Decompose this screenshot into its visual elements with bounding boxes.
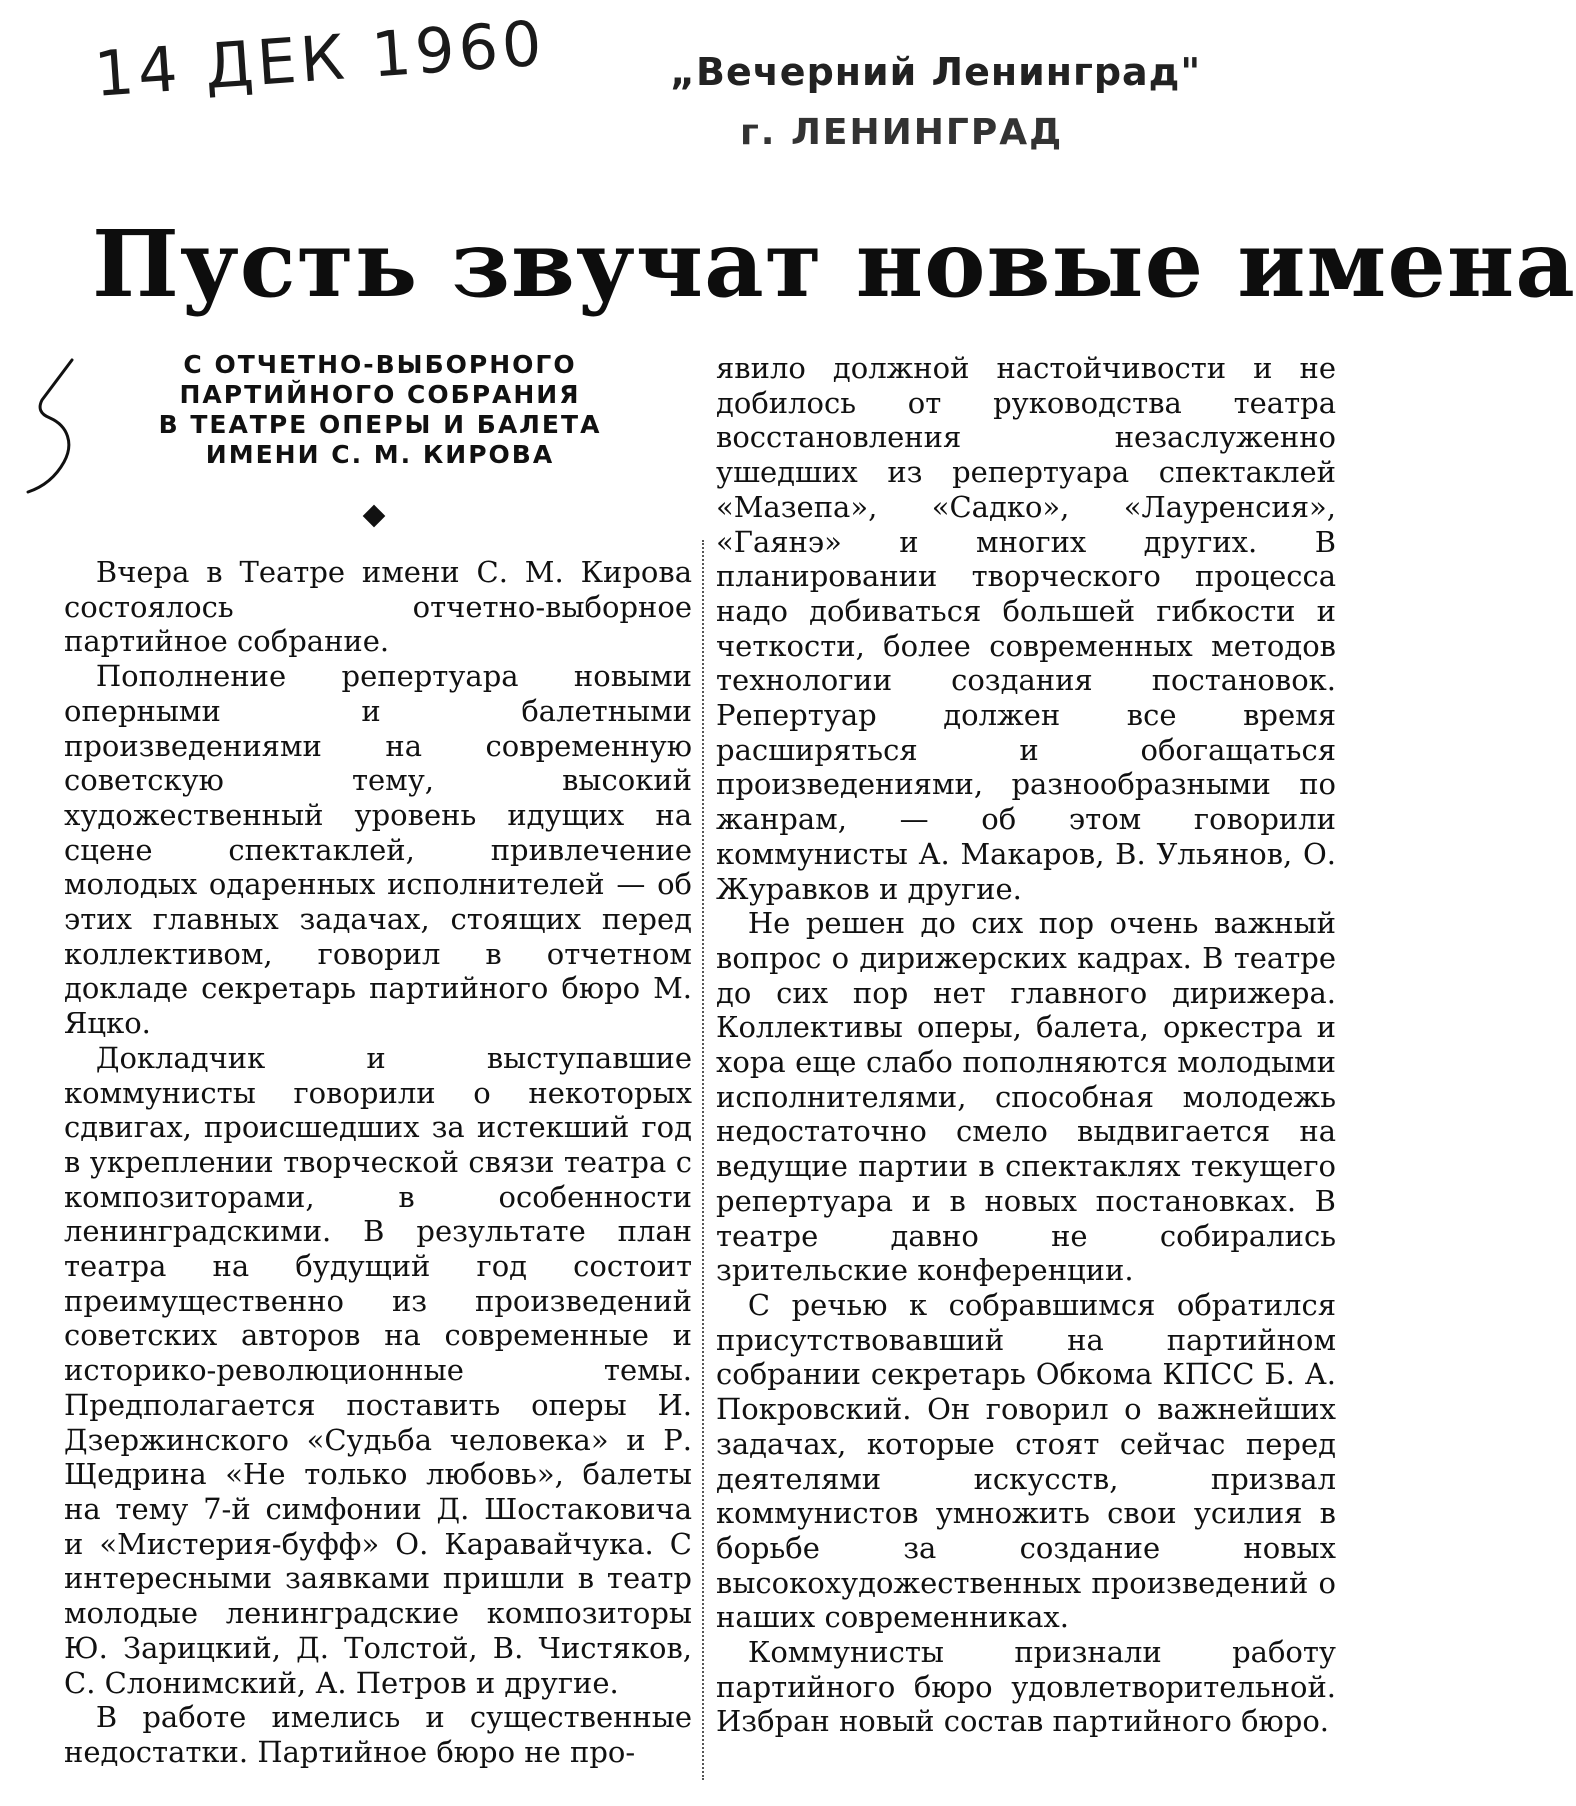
column-divider: [702, 540, 704, 1780]
article-headline: Пусть звучат новые имена: [92, 210, 1576, 318]
article-kicker: [120, 350, 640, 470]
article-paragraph: Докладчик и выступавшие коммунисты говорили о некоторых сдвигах, происшедших за истекший год в укреплении творческой связи театра с композиторами, в особенности ленинградскими. В результате план театра на будущий год состоит преимущественно из произведений советских авторов на современные и историко-революционные темы. Предполагается поставить оперы И. Дзержинского «Судьба человека» и Р. Щедрина «Не только любовь», балеты на тему 7-й симфонии Д. Шостаковича и «Мистерия-буфф» О. Каравайчука. С интересными заявками пришли в театр молодые ленинградские композиторы Ю. Зарицкий, Д. Толстой, В. Чистяков, С. Слонимский, А. Петров и другие.: [64, 1040, 692, 1700]
article-paragraph: В работе имелись и существенные недостатки. Партийное бюро не про-: [64, 1700, 692, 1769]
article-paragraph: Не решен до сих пор очень важный вопрос о дирижерских кадрах. В театре до сих пор нет главного дирижера. Коллективы оперы, балета, оркестра и хора еще слабо пополняются молодыми исполнителями, способная молодежь недостаточно смело выдвигается на ведущие партии в спектаклях текущего репертуара и в новых постановках. В театре давно не собирались зрительские конференции.: [716, 906, 1336, 1288]
article-column-right: [716, 351, 1336, 1739]
article-paragraph: Коммунисты признали работу партийного бюро удовлетворительной. Избран новый состав партийного бюро.: [716, 1635, 1336, 1739]
article-paragraph: Вчера в Театре имени С. М. Кирова состоялось отчетно-выборное партийное собрание.: [64, 555, 692, 659]
article-paragraph-continued: явило должной настойчивости и не добилось от руководства театра восстановления незаслуженно ушедших из репертуара спектаклей «Мазепа», «Садко», «Лауренсия», «Гаянэ» и многих других. В планировании творческого процесса надо добиваться большей гибкости и четкости, более современных методов технологии создания постановок. Репертуар должен все время расширяться и обогащаться произведениями, разнообразными по жанрам, — об этом говорили коммунисты А. Макаров, В. Ульянов, О. Журавков и другие.: [716, 351, 1336, 906]
newspaper-name-stamp: „Вечерний Ленинград": [670, 50, 1202, 94]
kicker-line: ПАРТИЙНОГО СОБРАНИЯ: [179, 380, 581, 409]
kicker-line: С ОТЧЕТНО-ВЫБОРНОГО: [183, 350, 577, 379]
city-stamp: г. ЛЕНИНГРАД: [740, 112, 1064, 153]
handwritten-margin-mark: [20, 352, 80, 502]
article-paragraph: Пополнение репертуара новыми оперными и балетными произведениями на современную советскую тему, высокий художественный уровень идущих на сцене спектаклей, привлечение молодых одаренных исполнителей — об этих главных задачах, стоящих перед коллективом, говорил в отчетном докладе секретарь партийного бюро М. Яцко.: [64, 659, 692, 1041]
kicker-line: В ТЕАТРЕ ОПЕРЫ И БАЛЕТА: [158, 410, 602, 439]
diamond-ornament-icon: [363, 505, 386, 528]
kicker-line: ИМЕНИ С. М. КИРОВА: [205, 440, 555, 469]
article-column-left: [64, 555, 692, 1770]
article-paragraph: С речью к собравшимся обратился присутствовавший на партийном собрании секретарь Обкома КПСС Б. А. Покровский. Он говорил о важнейших задачах, которые стоят сейчас перед деятелями искусств, призвал коммунистов умножить свои усилия в борьбе за создание новых высокохудожественных произведений о наших современниках.: [716, 1287, 1336, 1635]
clipping-date-stamp: 14 ДЕК 1960: [92, 6, 548, 111]
